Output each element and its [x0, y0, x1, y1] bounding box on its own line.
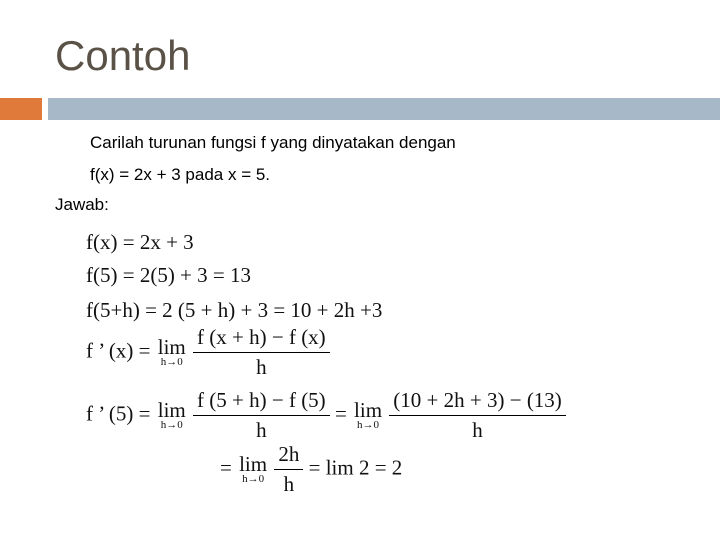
step-6-equation [220, 442, 402, 497]
fraction-numerator: (10 + 2h + 3) − (13) [389, 388, 566, 416]
limit-subscript: h→0 [160, 356, 183, 368]
title-accent-bar-blue [48, 98, 720, 120]
limit-word: lim [157, 398, 186, 422]
step-3-equation: f(5+h) = 2 (5 + h) + 3 = 10 + 2h +3 [86, 298, 383, 322]
step-6-fraction [274, 442, 303, 497]
step-4-limit [158, 337, 186, 368]
problem-line-1: Carilah turunan fungsi f yang dinyatakan dengan [90, 133, 456, 152]
limit-subscript: h→0 [357, 419, 380, 431]
limit-word: lim [157, 335, 186, 359]
step-5-limit-a [158, 400, 186, 431]
fraction-denominator: h [283, 472, 295, 496]
limit-word: lim [239, 452, 268, 476]
answer-label: Jawab: [55, 195, 109, 214]
step-6-result: lim 2 = 2 [325, 455, 403, 480]
step-5-label: f ’ (5) = [86, 401, 151, 426]
step-4-fraction [193, 325, 330, 380]
step-5-fraction-b [389, 388, 566, 443]
equals-sign: = [308, 455, 321, 480]
fraction-numerator: f (5 + h) − f (5) [193, 388, 330, 416]
step-2-equation: f(5) = 2(5) + 3 = 13 [86, 263, 251, 287]
step-5-equation [86, 388, 566, 443]
limit-subscript: h→0 [160, 419, 183, 431]
step-6-limit [239, 454, 267, 485]
step-5-fraction-a [193, 388, 330, 443]
step-1-equation: f(x) = 2x + 3 [86, 230, 194, 254]
limit-word: lim [354, 398, 383, 422]
equals-sign: = [220, 455, 232, 480]
fraction-numerator: 2h [274, 442, 303, 470]
fraction-numerator: f (x + h) − f (x) [193, 325, 330, 353]
step-5-limit-b [354, 400, 382, 431]
problem-line-2: f(x) = 2x + 3 pada x = 5. [90, 165, 271, 184]
fraction-denominator: h [256, 355, 267, 379]
limit-subscript: h→0 [242, 473, 265, 485]
title-accent-bar-orange [0, 98, 42, 120]
slide-title: Contoh [55, 32, 191, 79]
fraction-denominator: h [472, 418, 483, 442]
equals-sign: = [334, 401, 347, 426]
fraction-denominator: h [256, 418, 267, 442]
step-4-label: f ’ (x) = [86, 338, 151, 363]
step-4-definition [86, 325, 330, 380]
